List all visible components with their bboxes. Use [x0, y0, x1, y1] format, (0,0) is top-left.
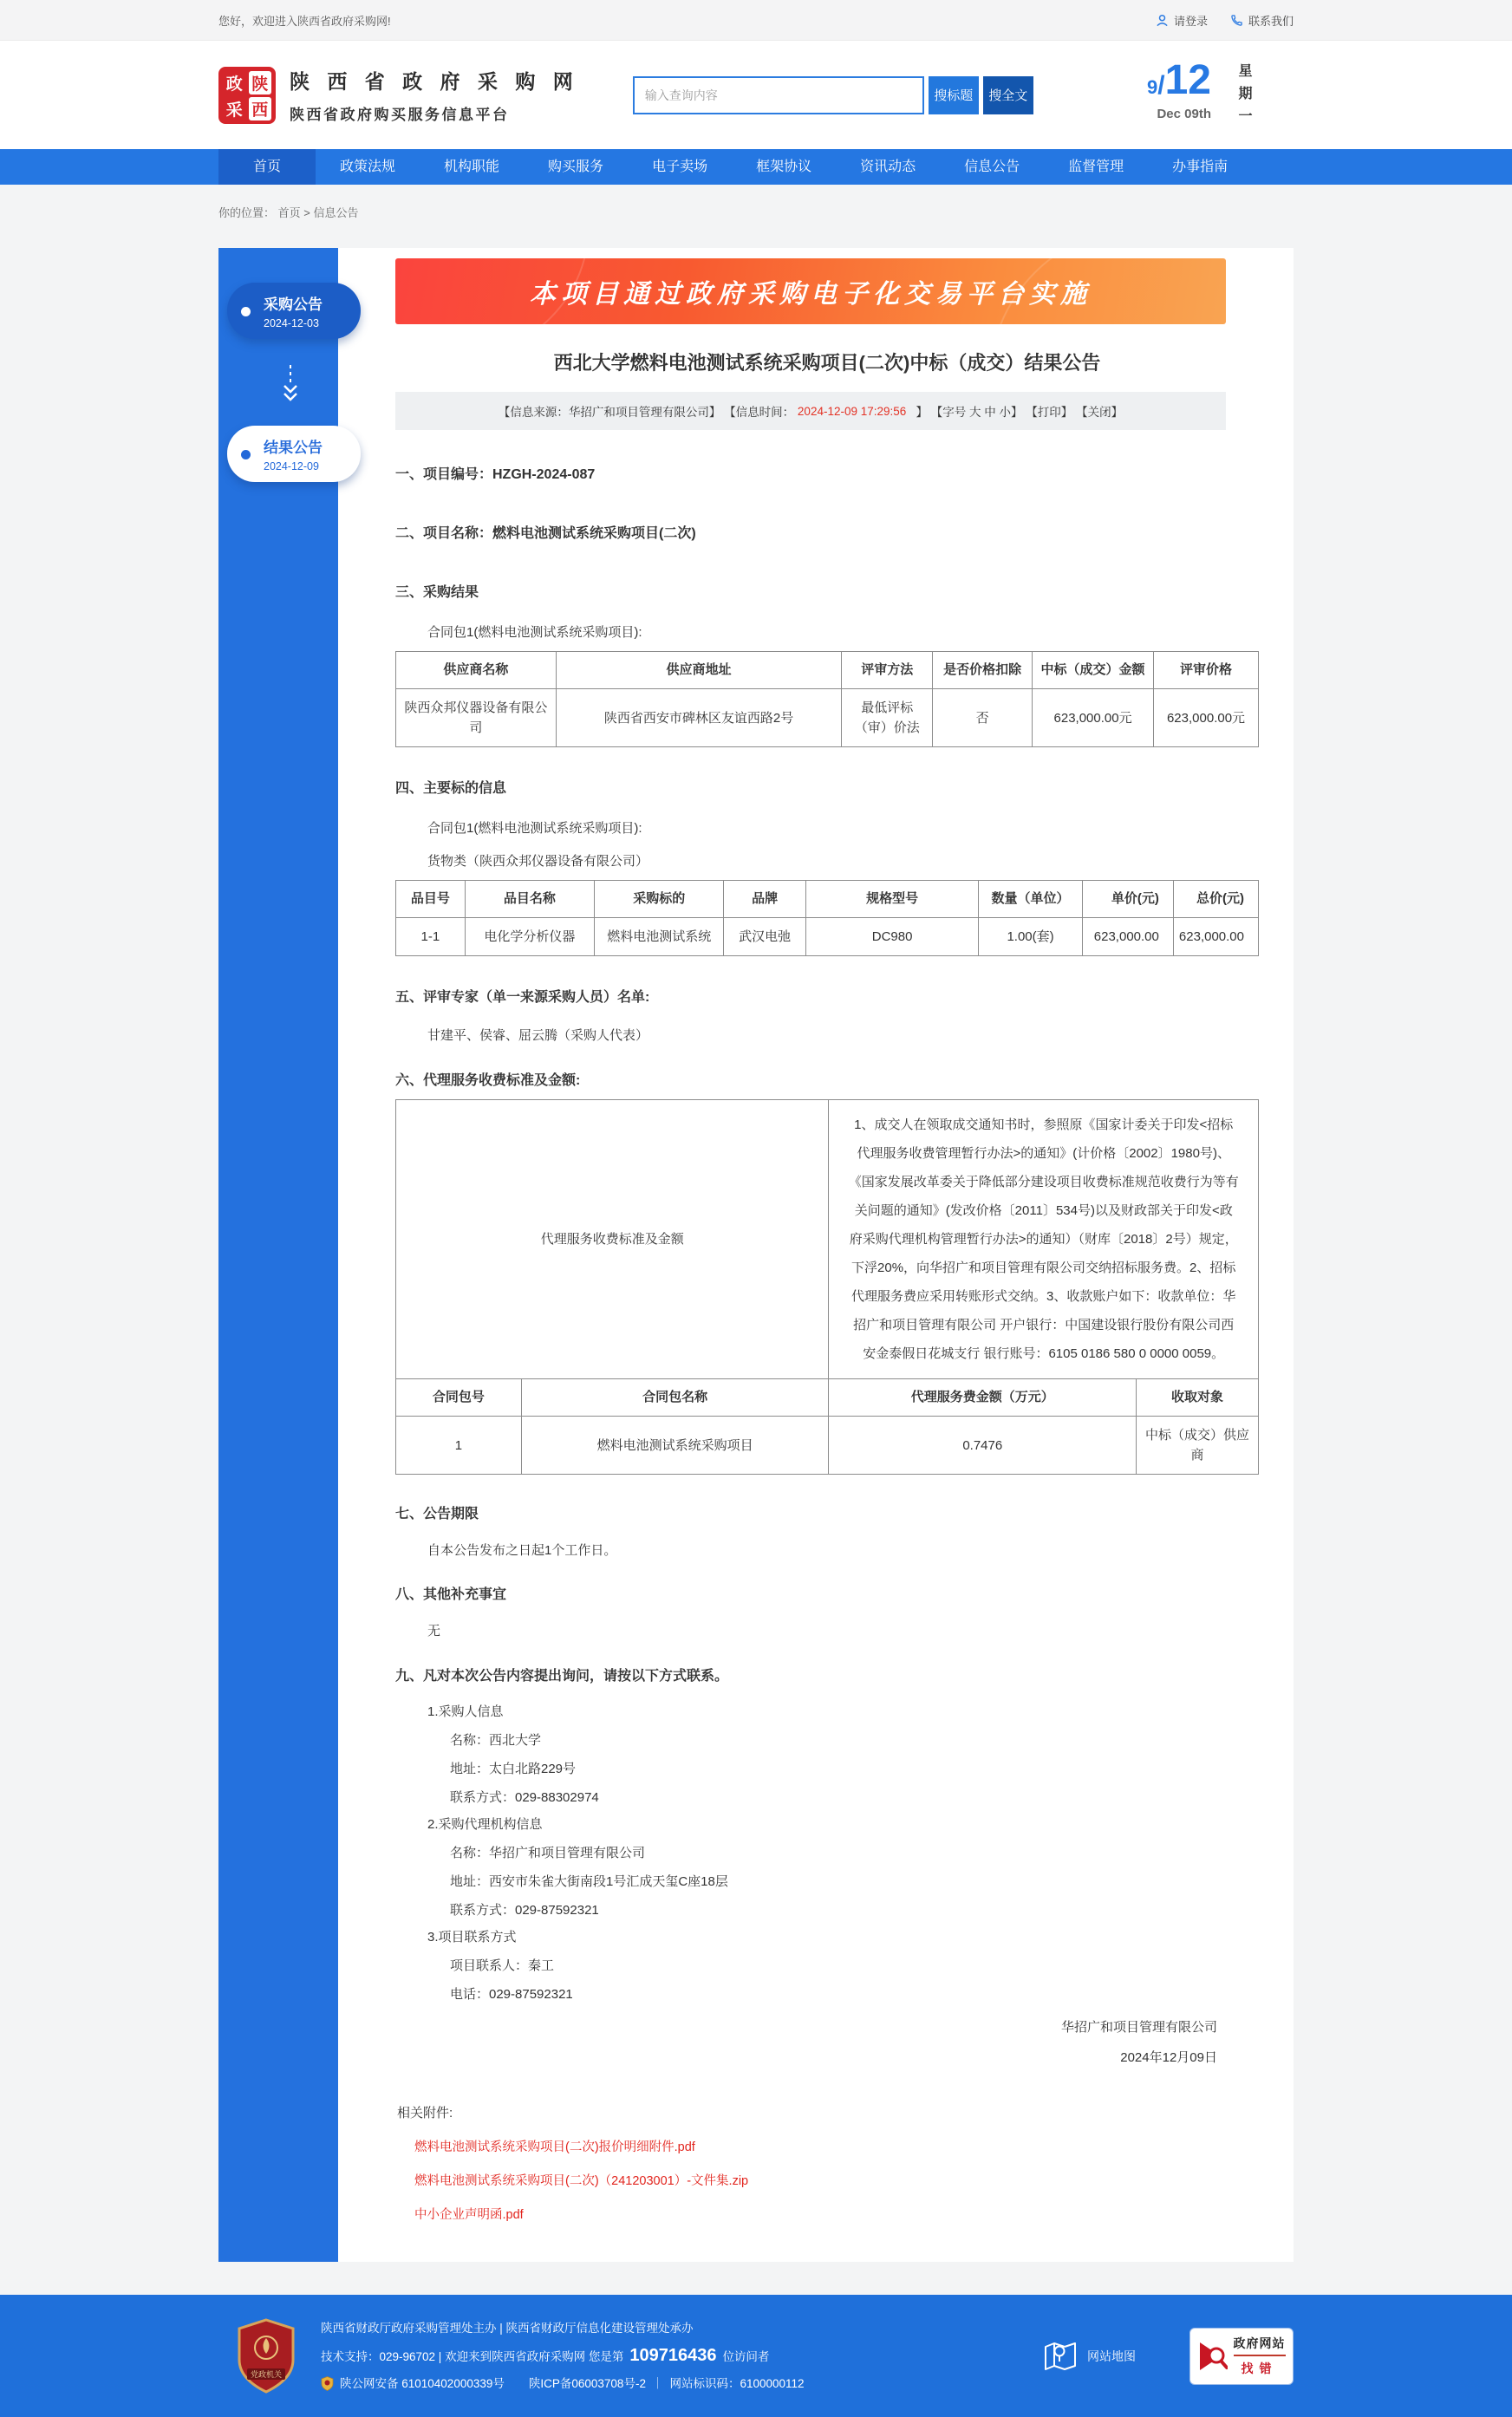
- attachments-label: 相关附件:: [397, 2106, 453, 2121]
- government-website-error-report-badge[interactable]: [1189, 2328, 1294, 2385]
- column-header: 合同包号: [396, 1379, 522, 1417]
- government-emblem: [236, 2318, 297, 2394]
- section-3-heading: 三、采购结果: [395, 585, 479, 600]
- contact-line: 名称：西北大学: [450, 1733, 542, 1748]
- sitemap-map-icon: [1044, 2342, 1077, 2371]
- contact-label: 联系我们: [1248, 14, 1294, 28]
- content-wrapper: [218, 248, 1294, 2262]
- contact-line: 地址：太白北路229号: [450, 1762, 577, 1776]
- site-identifier-code: 网站标识码：6100000112: [669, 2376, 805, 2390]
- search-bar: [633, 76, 1033, 114]
- nav-item-announcements[interactable]: 信息公告: [964, 160, 1020, 174]
- signoff-date: 2024年12月09日: [1120, 2050, 1217, 2065]
- breadcrumb-home-link[interactable]: 首页: [277, 206, 301, 219]
- section-7-heading: 七、公告期限: [395, 1507, 479, 1521]
- column-header: 中标（成交）金额: [1033, 652, 1154, 689]
- attachment-link-file-set-zip[interactable]: 燃料电池测试系统采购项目(二次)（241203001）-文件集.zip: [414, 2174, 749, 2188]
- column-header: 规格型号: [805, 881, 978, 918]
- platform-banner: 本项目通过政府采购电子化交易平台实施: [395, 258, 1226, 324]
- timeline-dot: [241, 307, 251, 316]
- weekday-label: 星期一: [1236, 62, 1251, 131]
- site-logo: [218, 67, 276, 124]
- breadcrumb-separator: >: [303, 206, 310, 219]
- timeline-dot: [241, 450, 251, 459]
- section-6-heading: 六、代理服务收费标准及金额:: [395, 1073, 581, 1088]
- breadcrumb: [218, 185, 1294, 220]
- public-security-badge-icon: [321, 2376, 334, 2391]
- contact-line: 联系方式：029-88302974: [450, 1790, 599, 1805]
- announcement-period: 自本公告发布之日起1个工作日。: [427, 1543, 617, 1558]
- section-9-heading: 九、凡对本次公告内容提出询问，请按以下方式联系。: [395, 1669, 729, 1684]
- column-header: 是否价格扣除: [933, 652, 1033, 689]
- sitemap-link[interactable]: 网站地图: [1044, 2342, 1136, 2371]
- errbox-line2: 找错: [1241, 2362, 1278, 2375]
- nav-item-policies[interactable]: 政策法规: [340, 160, 396, 174]
- nav-item-functions[interactable]: 机构职能: [444, 160, 500, 174]
- section-2-project-name: 二、项目名称：燃料电池测试系统采购项目(二次): [395, 526, 696, 541]
- bid-items-table: [395, 880, 1259, 956]
- site-title: 陕 西 省 政 府 采 购 网: [290, 70, 579, 93]
- contact-line: 项目联系人：秦工: [450, 1958, 555, 1973]
- procurement-result-table: [395, 651, 1259, 747]
- contact-group-title: 3.项目联系方式: [427, 1930, 517, 1945]
- meta-time-label: 【信息时间：: [724, 406, 795, 419]
- column-header: 品牌: [724, 881, 806, 918]
- emblem-ribbon-label: 党政机关: [250, 2369, 283, 2379]
- contact-line: 名称：华招广和项目管理有限公司: [450, 1846, 646, 1860]
- welcome-text: 您好，欢迎进入陕西省政府采购网!: [218, 14, 391, 28]
- icp-filing-link[interactable]: 陕ICP备06003708号-2: [528, 2376, 646, 2390]
- nav-item-home[interactable]: 首页: [218, 149, 316, 185]
- contact-link[interactable]: [1230, 12, 1294, 29]
- footer-organizer-line: 陕西省财政厅政府采购管理处主办 | 陕西省财政厅信息化建设管理处承办: [321, 2321, 694, 2335]
- quantity-cell: 1.00(套): [979, 918, 1083, 956]
- footer-visitor-line: 技术支持：029-96702 | 欢迎来到陕西省政府采购网 您是第 109716436 位访问者: [321, 2345, 770, 2365]
- review-method-cell: 最低评标（审）价法: [842, 689, 933, 747]
- contact-group-title: 1.采购人信息: [427, 1704, 504, 1719]
- supplier-name-cell: 陕西众邦仪器设备有限公司: [396, 689, 557, 747]
- public-security-filing-link[interactable]: 陕公网安备 61010402000339号: [340, 2376, 505, 2390]
- fee-target-cell: 中标（成交）供应商: [1137, 1417, 1259, 1475]
- logo-char: 政: [225, 75, 243, 94]
- footer-registration-line: 陕公网安备 61010402000339号 陕ICP备06003708号-2 ｜ 网站标识码：6100000112: [321, 2376, 805, 2392]
- page-title: 西北大学燃料电池测试系统采购项目(二次)中标（成交）结果公告: [553, 352, 1101, 374]
- print-button[interactable]: 【打印】: [1026, 406, 1077, 419]
- nav-item-purchase-services[interactable]: 购买服务: [548, 160, 604, 174]
- review-price-cell: 623,000.00元: [1154, 689, 1259, 747]
- attachment-link-sme-declaration-pdf[interactable]: 中小企业声明函.pdf: [414, 2208, 524, 2222]
- column-header: 采购标的: [595, 881, 724, 918]
- article-meta-bar: 【信息来源：华招广和项目管理有限公司】 【信息时间： 2024-12-09 17:29:56 】 【字号 大 中 小】 【打印】 【关闭】: [395, 392, 1226, 430]
- font-size-control[interactable]: 【字号 大 中 小】: [930, 406, 1026, 419]
- award-amount-cell: 623,000.00元: [1033, 689, 1154, 747]
- date-month: 9: [1147, 75, 1158, 98]
- nav-item-news[interactable]: 资讯动态: [860, 160, 916, 174]
- section-5-heading: 五、评审专家（单一来源采购人员）名单:: [395, 990, 650, 1005]
- contract-package-label: 合同包1(燃料电池测试系统采购项目):: [427, 625, 642, 640]
- search-fulltext-button[interactable]: 搜全文: [983, 76, 1033, 114]
- meta-time-value: 2024-12-09 17:29:56: [794, 404, 910, 418]
- column-header: 合同包名称: [521, 1379, 829, 1417]
- price-deduction-cell: 否: [933, 689, 1033, 747]
- search-title-button[interactable]: 搜标题: [929, 76, 979, 114]
- item-number-cell: 1-1: [396, 918, 466, 956]
- contact-line: 地址：西安市朱雀大街南段1号汇成天玺C座18层: [450, 1874, 728, 1889]
- column-header: 评审价格: [1154, 652, 1259, 689]
- agency-fee-table: [395, 1099, 1259, 1475]
- article-panel: [338, 248, 1294, 2262]
- other-matters: 无: [427, 1624, 441, 1638]
- contact-line: 联系方式：029-87592321: [450, 1903, 599, 1918]
- procurement-target-cell: 燃料电池测试系统: [595, 918, 724, 956]
- column-header: 数量（单位）: [979, 881, 1083, 918]
- column-header: 品目号: [396, 881, 466, 918]
- model-cell: DC980: [805, 918, 978, 956]
- brand-cell: 武汉电弛: [724, 918, 806, 956]
- nav-item-e-mall[interactable]: 电子卖场: [652, 160, 708, 174]
- error-report-magnifier-icon: [1198, 2339, 1228, 2374]
- section-1-project-number: 一、项目编号：HZGH-2024-087: [395, 467, 596, 482]
- site-subtitle: 陕西省政府购买服务信息平台: [290, 107, 510, 123]
- date-widget: 9/12 Dec 09th 星期一: [1147, 60, 1294, 131]
- experts-list: 甘建平、侯睿、屈云腾（采购人代表）: [427, 1028, 649, 1043]
- column-header: 代理服务费金额（万元）: [829, 1379, 1137, 1417]
- column-header: 供应商地址: [556, 652, 842, 689]
- logo-char: 采: [225, 101, 243, 120]
- announcement-timeline-sidebar: [218, 248, 338, 2262]
- column-header: 评审方法: [842, 652, 933, 689]
- date-day: 12: [1164, 56, 1211, 103]
- goods-category-label: 货物类（陕西众邦仪器设备有限公司）: [427, 854, 649, 869]
- table-row: [396, 1417, 1259, 1475]
- logo-char: 陕: [249, 71, 272, 94]
- visitor-count: 109716436: [629, 2345, 717, 2365]
- timeline-down-arrow-icon: [281, 363, 300, 407]
- column-header: 品目名称: [465, 881, 594, 918]
- user-icon: [1156, 14, 1169, 27]
- column-header: 总价(元): [1173, 881, 1258, 918]
- fee-standard-description-cell: 1、成交人在领取成交通知书时，参照原《国家计委关于印发<招标代理服务收费管理暂行办法>的通知》(计价格〔2002〕1980号)、《国家发展改革委关于降低部分建设项目收费标准规范收费行为等有关问题的通知》(发改价格〔2011〕534号)以及财政部关于印发<政府采购代理机构管理暂行办法>的通知）（财库〔2018〕2号）规定，下浮20%，向华招广和项目管理有限公司交纳招标服务费。2、招标代理服务费应采用转账形式交纳。3、收款账户如下：收款单位：华招广和项目管理有限公司 开户银行：中国建设银行股份有限公司西安金泰假日花城支行 银行账号：6105 0186 580 0 0000 0059。: [829, 1100, 1259, 1379]
- contract-package-label: 合同包1(燃料电池测试系统采购项目):: [427, 821, 642, 836]
- column-header: 收取对象: [1137, 1379, 1259, 1417]
- login-link[interactable]: [1156, 12, 1208, 29]
- nav-item-guide[interactable]: 办事指南: [1172, 160, 1228, 174]
- section-8-heading: 八、其他补充事宜: [395, 1587, 507, 1602]
- package-name-cell: 燃料电池测试系统采购项目: [521, 1417, 829, 1475]
- login-label: 请登录: [1173, 14, 1208, 28]
- item-name-cell: 电化学分析仪器: [465, 918, 594, 956]
- total-price-cell: 623,000.00: [1173, 918, 1258, 956]
- close-button[interactable]: 【关闭】: [1076, 406, 1124, 419]
- breadcrumb-prefix: 你的位置：: [218, 206, 276, 219]
- contact-group-title: 2.采购代理机构信息: [427, 1817, 543, 1832]
- date-english: Dec 09th: [1157, 106, 1211, 121]
- site-footer: [0, 2295, 1512, 2417]
- attachment-link-quote-detail-pdf[interactable]: 燃料电池测试系统采购项目(二次)报价明细附件.pdf: [414, 2140, 695, 2154]
- package-number-cell: 1: [396, 1417, 522, 1475]
- signoff-company: 华招广和项目管理有限公司: [1060, 2020, 1217, 2035]
- contact-line: 电话：029-87592321: [450, 1987, 573, 2002]
- site-header: [0, 41, 1512, 149]
- table-row: [396, 1100, 1259, 1379]
- errbox-line1: 政府网站: [1234, 2335, 1286, 2356]
- fee-standard-label-cell: 代理服务收费标准及金额: [396, 1100, 829, 1379]
- timeline-item-procurement-announcement[interactable]: 采购公告 2024-12-03: [227, 283, 361, 339]
- meta-source: 【信息来源：华招广和项目管理有限公司】: [498, 406, 725, 419]
- timeline-item-result-announcement[interactable]: 结果公告 2024-12-09: [227, 426, 361, 482]
- fee-amount-cell: 0.7476: [829, 1417, 1137, 1475]
- column-header: 单价(元): [1082, 881, 1173, 918]
- table-row: [396, 918, 1259, 956]
- breadcrumb-strip: [0, 185, 1512, 248]
- search-input[interactable]: [633, 76, 924, 114]
- main-navigation: [0, 149, 1512, 185]
- supplier-address-cell: 陕西省西安市碑林区友谊西路2号: [556, 689, 842, 747]
- logo-char: 西: [249, 97, 272, 121]
- column-header: 供应商名称: [396, 652, 557, 689]
- unit-price-cell: 623,000.00: [1082, 918, 1173, 956]
- phone-icon: [1230, 14, 1243, 27]
- nav-item-framework-agreement[interactable]: 框架协议: [756, 160, 812, 174]
- section-4-heading: 四、主要标的信息: [395, 781, 507, 796]
- breadcrumb-current-link[interactable]: 信息公告: [313, 206, 359, 219]
- table-row: [396, 689, 1259, 747]
- top-utility-bar: [0, 0, 1512, 41]
- nav-item-supervision[interactable]: 监督管理: [1068, 160, 1124, 174]
